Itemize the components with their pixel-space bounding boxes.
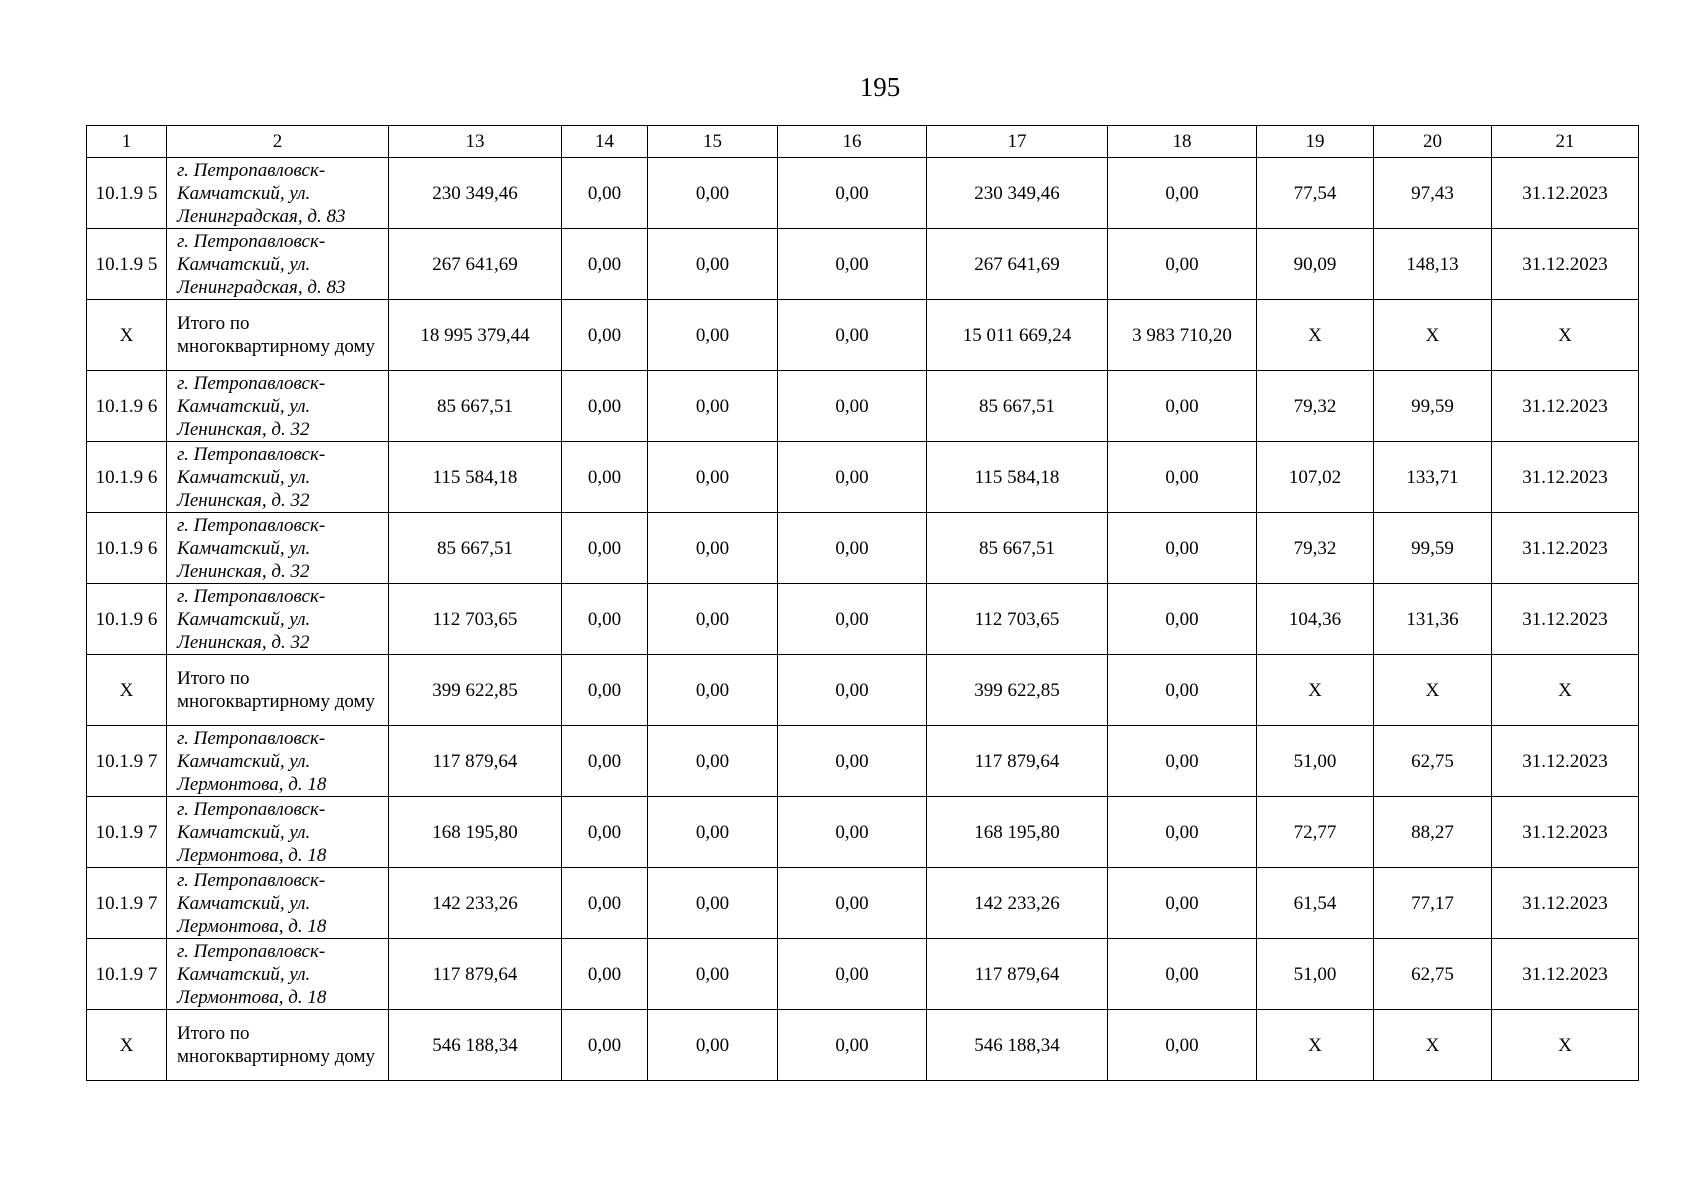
cell-col-17: 230 349,46 — [927, 158, 1108, 229]
table-row — [87, 797, 1639, 868]
column-header: 18 — [1108, 126, 1257, 158]
table-row — [87, 726, 1639, 797]
cell-col-18: 0,00 — [1108, 371, 1257, 442]
cell-col-21: 31.12.2023 — [1492, 371, 1639, 442]
table-row — [87, 939, 1639, 1010]
cell-col-13: 230 349,46 — [389, 158, 562, 229]
cell-col-19: 51,00 — [1257, 939, 1374, 1010]
row-address: г. Петропавловск-Камчатский, ул. Ленинградская, д. 83 — [167, 158, 389, 229]
cell-col-19: 61,54 — [1257, 868, 1374, 939]
cell-col-21: Х — [1492, 1010, 1639, 1081]
cell-col-13: 267 641,69 — [389, 229, 562, 300]
row-code: 10.1.9 7 — [87, 726, 167, 797]
cell-col-19: Х — [1257, 655, 1374, 726]
cell-col-16: 0,00 — [778, 158, 927, 229]
cell-col-16: 0,00 — [778, 1010, 927, 1081]
cell-col-20: 62,75 — [1374, 726, 1492, 797]
cell-col-20: Х — [1374, 300, 1492, 371]
cell-col-17: 115 584,18 — [927, 442, 1108, 513]
row-code: Х — [87, 1010, 167, 1081]
column-header: 20 — [1374, 126, 1492, 158]
table-row — [87, 868, 1639, 939]
cell-col-21: 31.12.2023 — [1492, 229, 1639, 300]
cell-col-19: 51,00 — [1257, 726, 1374, 797]
cell-col-16: 0,00 — [778, 442, 927, 513]
cell-col-15: 0,00 — [648, 726, 778, 797]
row-address: г. Петропавловск-Камчатский, ул. Ленинградская, д. 83 — [167, 229, 389, 300]
cell-col-20: 131,36 — [1374, 584, 1492, 655]
cell-col-21: 31.12.2023 — [1492, 158, 1639, 229]
table-row — [87, 442, 1639, 513]
cell-col-21: Х — [1492, 655, 1639, 726]
row-code: 10.1.9 7 — [87, 939, 167, 1010]
cell-col-16: 0,00 — [778, 584, 927, 655]
cell-col-21: 31.12.2023 — [1492, 726, 1639, 797]
header-row — [87, 126, 1639, 158]
row-code: 10.1.9 6 — [87, 513, 167, 584]
cell-col-19: Х — [1257, 300, 1374, 371]
cell-col-21: 31.12.2023 — [1492, 513, 1639, 584]
total-label: Итого по многоквартирному дому — [167, 655, 389, 726]
cell-col-15: 0,00 — [648, 584, 778, 655]
table-row — [87, 371, 1639, 442]
cell-col-19: 72,77 — [1257, 797, 1374, 868]
column-header: 15 — [648, 126, 778, 158]
cell-col-16: 0,00 — [778, 371, 927, 442]
cell-col-15: 0,00 — [648, 513, 778, 584]
cell-col-20: Х — [1374, 1010, 1492, 1081]
cell-col-17: 168 195,80 — [927, 797, 1108, 868]
cell-col-17: 15 011 669,24 — [927, 300, 1108, 371]
row-address: г. Петропавловск-Камчатский, ул. Ленинская, д. 32 — [167, 513, 389, 584]
table-row — [87, 513, 1639, 584]
cell-col-17: 112 703,65 — [927, 584, 1108, 655]
cell-col-21: 31.12.2023 — [1492, 442, 1639, 513]
total-label: Итого по многоквартирному дому — [167, 1010, 389, 1081]
total-row — [87, 300, 1639, 371]
cell-col-14: 0,00 — [562, 300, 648, 371]
cell-col-15: 0,00 — [648, 868, 778, 939]
cell-col-13: 112 703,65 — [389, 584, 562, 655]
cell-col-14: 0,00 — [562, 1010, 648, 1081]
cell-col-14: 0,00 — [562, 584, 648, 655]
row-code: 10.1.9 7 — [87, 797, 167, 868]
cell-col-15: 0,00 — [648, 797, 778, 868]
cell-col-13: 117 879,64 — [389, 726, 562, 797]
cell-col-20: 148,13 — [1374, 229, 1492, 300]
cell-col-14: 0,00 — [562, 158, 648, 229]
cell-col-18: 0,00 — [1108, 584, 1257, 655]
cell-col-19: 79,32 — [1257, 513, 1374, 584]
cell-col-15: 0,00 — [648, 442, 778, 513]
data-table — [86, 125, 1639, 1081]
column-header: 14 — [562, 126, 648, 158]
cell-col-20: Х — [1374, 655, 1492, 726]
cell-col-16: 0,00 — [778, 726, 927, 797]
cell-col-21: 31.12.2023 — [1492, 584, 1639, 655]
cell-col-15: 0,00 — [648, 1010, 778, 1081]
cell-col-19: 79,32 — [1257, 371, 1374, 442]
row-code: 10.1.9 6 — [87, 584, 167, 655]
row-address: г. Петропавловск-Камчатский, ул. Лермонтова, д. 18 — [167, 868, 389, 939]
cell-col-17: 85 667,51 — [927, 371, 1108, 442]
cell-col-15: 0,00 — [648, 939, 778, 1010]
row-address: г. Петропавловск-Камчатский, ул. Ленинская, д. 32 — [167, 584, 389, 655]
cell-col-17: 117 879,64 — [927, 939, 1108, 1010]
row-code: 10.1.9 5 — [87, 158, 167, 229]
cell-col-19: 104,36 — [1257, 584, 1374, 655]
cell-col-17: 267 641,69 — [927, 229, 1108, 300]
cell-col-20: 88,27 — [1374, 797, 1492, 868]
cell-col-21: 31.12.2023 — [1492, 797, 1639, 868]
column-header: 16 — [778, 126, 927, 158]
cell-col-19: Х — [1257, 1010, 1374, 1081]
cell-col-15: 0,00 — [648, 371, 778, 442]
cell-col-20: 62,75 — [1374, 939, 1492, 1010]
cell-col-16: 0,00 — [778, 229, 927, 300]
column-header: 21 — [1492, 126, 1639, 158]
cell-col-18: 0,00 — [1108, 442, 1257, 513]
row-address: г. Петропавловск-Камчатский, ул. Ленинская, д. 32 — [167, 371, 389, 442]
cell-col-18: 0,00 — [1108, 229, 1257, 300]
cell-col-18: 0,00 — [1108, 797, 1257, 868]
cell-col-19: 77,54 — [1257, 158, 1374, 229]
cell-col-19: 90,09 — [1257, 229, 1374, 300]
cell-col-13: 168 195,80 — [389, 797, 562, 868]
column-header: 13 — [389, 126, 562, 158]
total-row — [87, 655, 1639, 726]
row-code: 10.1.9 7 — [87, 868, 167, 939]
table-row — [87, 584, 1639, 655]
cell-col-13: 399 622,85 — [389, 655, 562, 726]
cell-col-16: 0,00 — [778, 513, 927, 584]
column-header: 17 — [927, 126, 1108, 158]
cell-col-17: 142 233,26 — [927, 868, 1108, 939]
cell-col-15: 0,00 — [648, 300, 778, 371]
cell-col-16: 0,00 — [778, 868, 927, 939]
cell-col-14: 0,00 — [562, 655, 648, 726]
cell-col-20: 133,71 — [1374, 442, 1492, 513]
table-row — [87, 158, 1639, 229]
cell-col-14: 0,00 — [562, 939, 648, 1010]
column-header: 1 — [87, 126, 167, 158]
column-header: 2 — [167, 126, 389, 158]
cell-col-21: 31.12.2023 — [1492, 939, 1639, 1010]
cell-col-13: 18 995 379,44 — [389, 300, 562, 371]
total-row — [87, 1010, 1639, 1081]
cell-col-18: 0,00 — [1108, 1010, 1257, 1081]
cell-col-15: 0,00 — [648, 158, 778, 229]
cell-col-18: 0,00 — [1108, 726, 1257, 797]
cell-col-13: 142 233,26 — [389, 868, 562, 939]
cell-col-17: 546 188,34 — [927, 1010, 1108, 1081]
cell-col-18: 0,00 — [1108, 655, 1257, 726]
cell-col-13: 115 584,18 — [389, 442, 562, 513]
row-code: Х — [87, 655, 167, 726]
cell-col-13: 85 667,51 — [389, 513, 562, 584]
row-address: г. Петропавловск-Камчатский, ул. Ленинская, д. 32 — [167, 442, 389, 513]
cell-col-18: 3 983 710,20 — [1108, 300, 1257, 371]
cell-col-20: 99,59 — [1374, 371, 1492, 442]
row-code: Х — [87, 300, 167, 371]
cell-col-14: 0,00 — [562, 797, 648, 868]
cell-col-14: 0,00 — [562, 513, 648, 584]
cell-col-14: 0,00 — [562, 442, 648, 513]
cell-col-19: 107,02 — [1257, 442, 1374, 513]
cell-col-20: 99,59 — [1374, 513, 1492, 584]
row-address: г. Петропавловск-Камчатский, ул. Лермонтова, д. 18 — [167, 797, 389, 868]
total-label: Итого по многоквартирному дому — [167, 300, 389, 371]
cell-col-17: 399 622,85 — [927, 655, 1108, 726]
column-header: 19 — [1257, 126, 1374, 158]
cell-col-16: 0,00 — [778, 300, 927, 371]
row-address: г. Петропавловск-Камчатский, ул. Лермонтова, д. 18 — [167, 939, 389, 1010]
cell-col-18: 0,00 — [1108, 868, 1257, 939]
cell-col-14: 0,00 — [562, 371, 648, 442]
row-code: 10.1.9 6 — [87, 371, 167, 442]
cell-col-20: 77,17 — [1374, 868, 1492, 939]
cell-col-13: 117 879,64 — [389, 939, 562, 1010]
cell-col-18: 0,00 — [1108, 939, 1257, 1010]
row-code: 10.1.9 5 — [87, 229, 167, 300]
cell-col-21: Х — [1492, 300, 1639, 371]
cell-col-17: 117 879,64 — [927, 726, 1108, 797]
cell-col-15: 0,00 — [648, 229, 778, 300]
cell-col-13: 546 188,34 — [389, 1010, 562, 1081]
table-row — [87, 229, 1639, 300]
row-address: г. Петропавловск-Камчатский, ул. Лермонтова, д. 18 — [167, 726, 389, 797]
cell-col-14: 0,00 — [562, 726, 648, 797]
cell-col-20: 97,43 — [1374, 158, 1492, 229]
cell-col-16: 0,00 — [778, 939, 927, 1010]
page-number: 195 — [859, 72, 901, 102]
cell-col-13: 85 667,51 — [389, 371, 562, 442]
cell-col-14: 0,00 — [562, 229, 648, 300]
cell-col-21: 31.12.2023 — [1492, 868, 1639, 939]
cell-col-15: 0,00 — [648, 655, 778, 726]
cell-col-16: 0,00 — [778, 797, 927, 868]
cell-col-18: 0,00 — [1108, 158, 1257, 229]
cell-col-18: 0,00 — [1108, 513, 1257, 584]
row-code: 10.1.9 6 — [87, 442, 167, 513]
cell-col-16: 0,00 — [778, 655, 927, 726]
cell-col-14: 0,00 — [562, 868, 648, 939]
cell-col-17: 85 667,51 — [927, 513, 1108, 584]
